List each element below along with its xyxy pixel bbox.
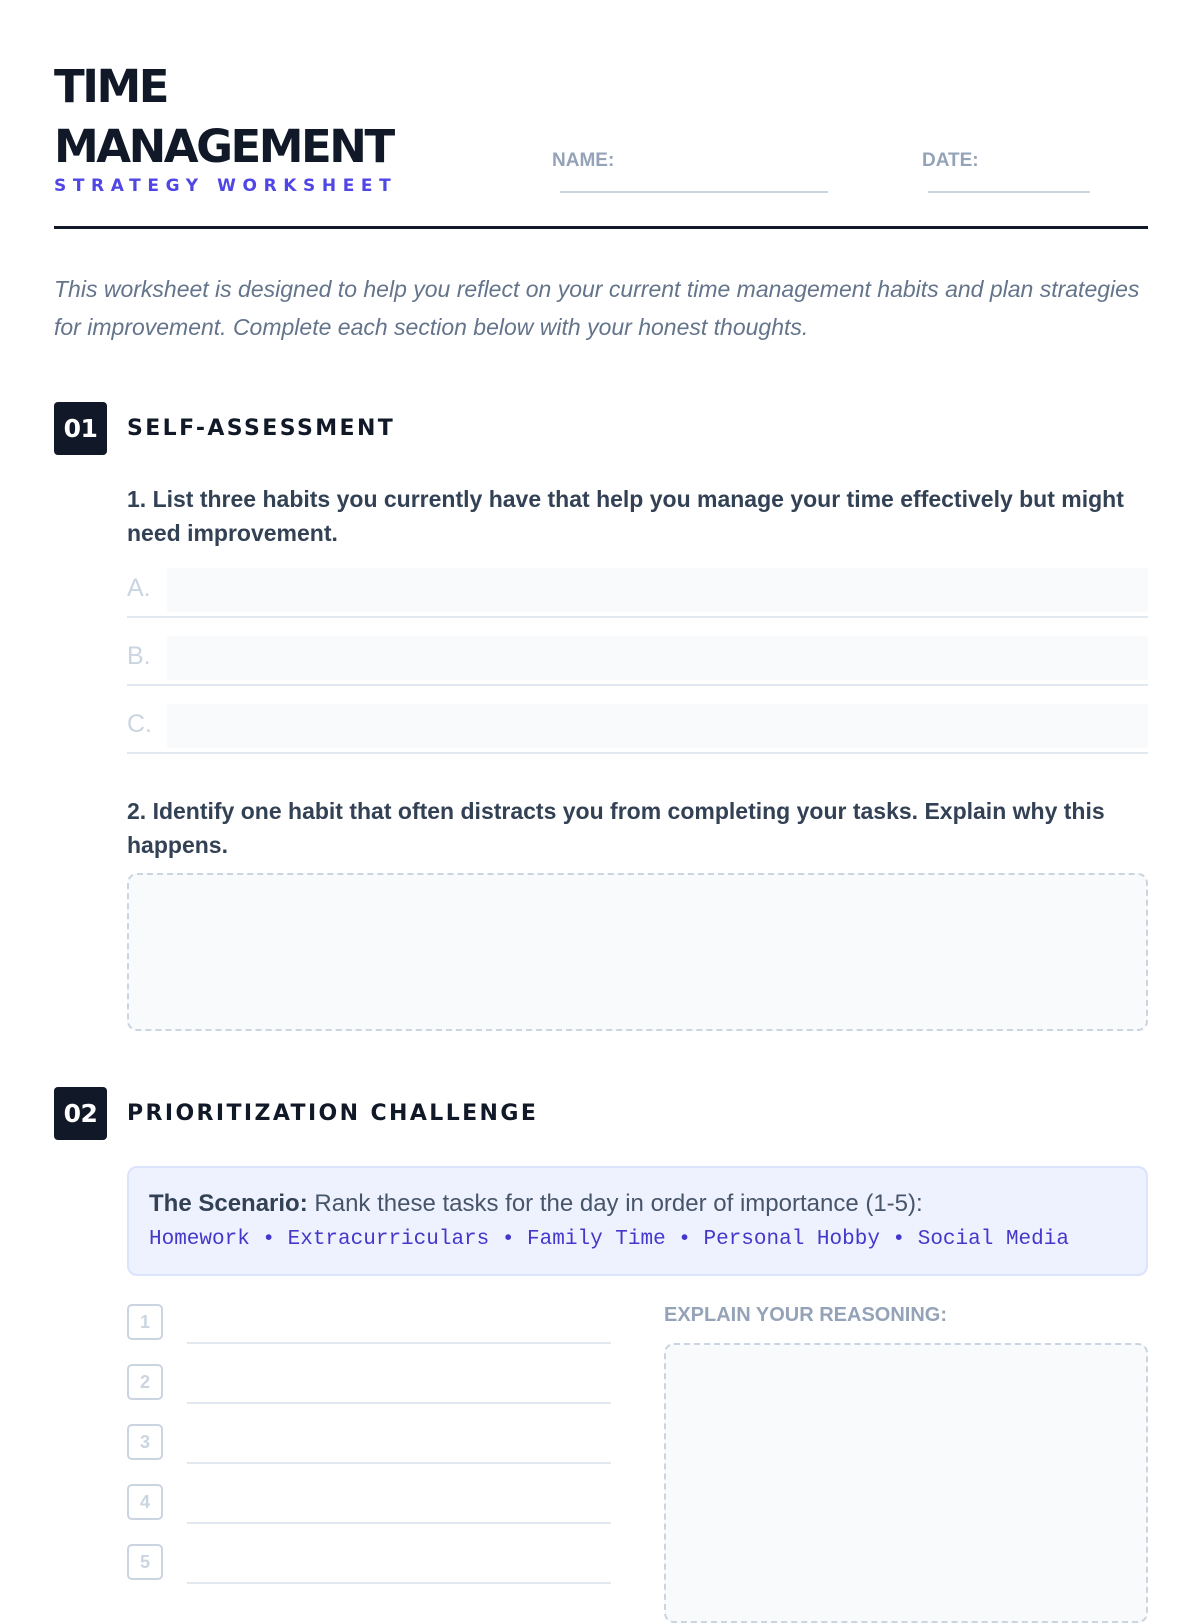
intro-text: This worksheet is designed to help you reflect on your current time management habits and plan strategies for improvement. Complete each section below with your honest thoughts. [54, 276, 1140, 340]
subtitle: STRATEGY WORKSHEET [54, 176, 398, 196]
header-divider [54, 226, 1148, 229]
rank-row-2[interactable] [127, 1364, 611, 1404]
answer-field-b[interactable] [167, 636, 1148, 680]
scenario-box [127, 1166, 1148, 1276]
rank-field-1[interactable] [187, 1342, 611, 1344]
distraction-answer-box[interactable] [127, 873, 1148, 1031]
name-label: NAME: [552, 150, 615, 171]
rank-field-5[interactable] [187, 1582, 611, 1584]
rank-number: 1 [127, 1304, 163, 1340]
rank-row-4[interactable] [127, 1484, 611, 1524]
rank-field-3[interactable] [187, 1462, 611, 1464]
date-label: DATE: [922, 150, 979, 171]
reasoning-answer-box[interactable] [664, 1343, 1148, 1623]
scenario-instruction: Rank these tasks for the day in order of importance (1-5): [307, 1190, 923, 1217]
scenario-task-list: Homework • Extracurriculars • Family Time • Personal Hobby • Social Media [149, 1228, 1069, 1251]
section-number-badge: 02 [54, 1087, 107, 1140]
rank-number: 4 [127, 1484, 163, 1520]
answer-letter: C. [127, 710, 152, 738]
header [54, 58, 1148, 230]
answer-field-a[interactable] [167, 568, 1148, 612]
rank-number: 2 [127, 1364, 163, 1400]
reasoning-label: EXPLAIN YOUR REASONING: [664, 1304, 947, 1326]
rank-number: 5 [127, 1544, 163, 1580]
scenario-label: The Scenario: [149, 1190, 308, 1217]
answer-row-c[interactable] [127, 704, 1148, 754]
answer-letter: B. [127, 642, 151, 670]
question-2: 2. Identify one habit that often distracts you from completing your tasks. Explain why this happens. [127, 798, 1105, 858]
section-title: PRIORITIZATION CHALLENGE [127, 1101, 539, 1126]
rank-field-4[interactable] [187, 1522, 611, 1524]
rank-row-3[interactable] [127, 1424, 611, 1464]
scenario-text [149, 1190, 923, 1218]
section-number-badge: 01 [54, 402, 107, 455]
rank-field-2[interactable] [187, 1402, 611, 1404]
section-title: SELF-ASSESSMENT [127, 416, 396, 441]
title-line-2: MANAGEMENT [54, 120, 393, 173]
answer-letter: A. [127, 574, 151, 602]
answer-field-c[interactable] [167, 704, 1148, 748]
answer-row-b[interactable] [127, 636, 1148, 686]
date-field[interactable] [928, 191, 1090, 193]
title-line-1: TIME [54, 60, 167, 113]
answer-row-a[interactable] [127, 568, 1148, 618]
rank-row-1[interactable] [127, 1304, 611, 1344]
rank-row-5[interactable] [127, 1544, 611, 1584]
name-field[interactable] [560, 191, 828, 193]
rank-number: 3 [127, 1424, 163, 1460]
question-1: 1. List three habits you currently have that help you manage your time effectively but might need improvement. [127, 486, 1124, 546]
